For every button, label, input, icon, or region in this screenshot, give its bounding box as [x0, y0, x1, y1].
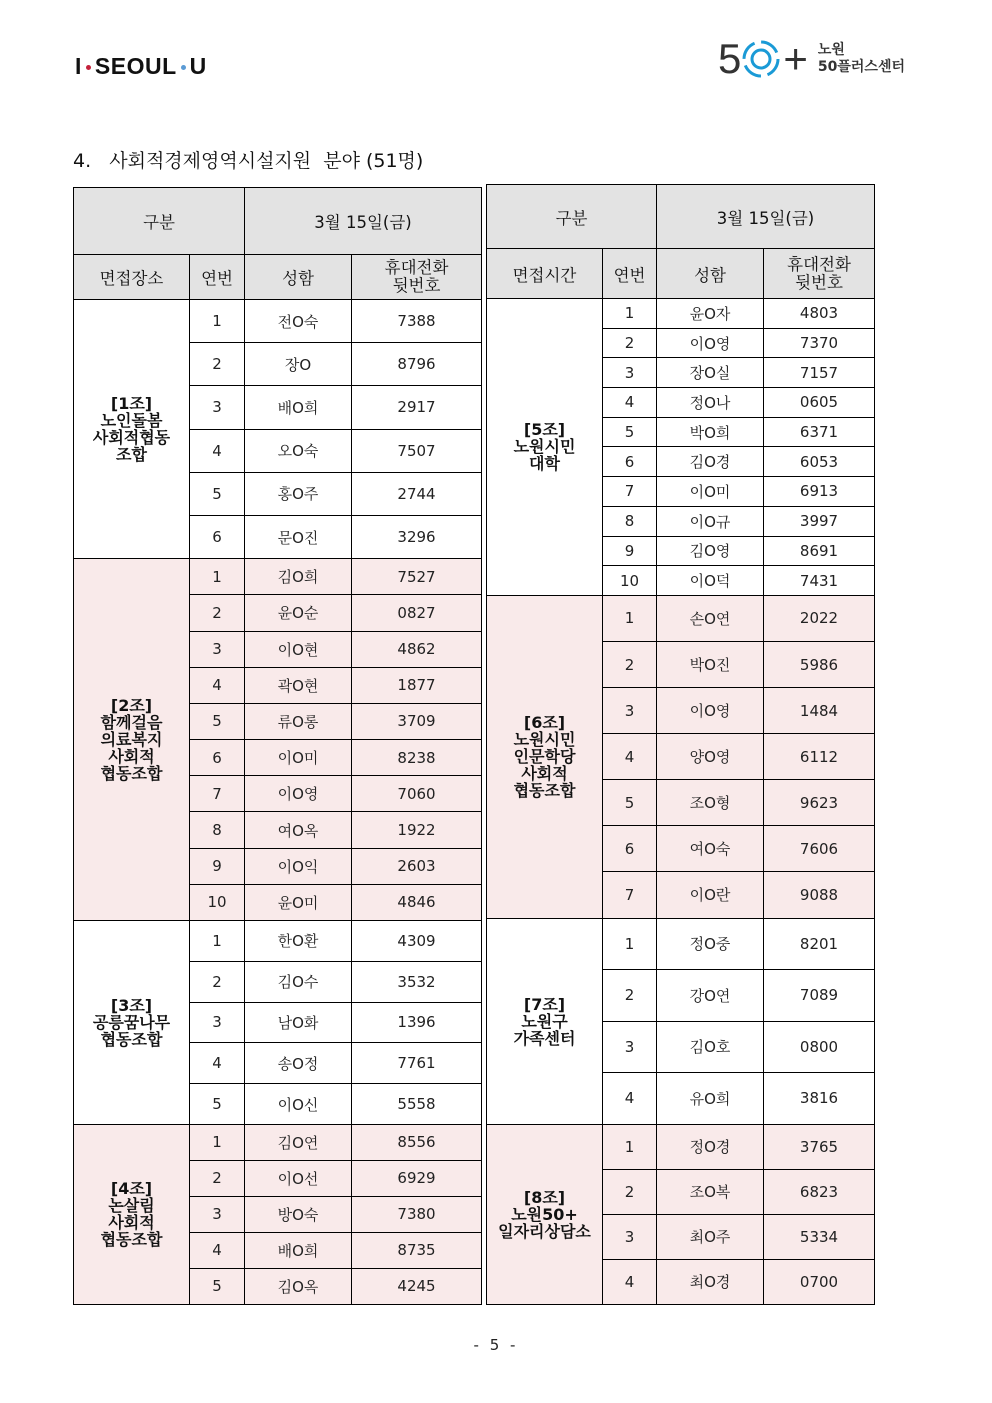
- header-category: 구분: [487, 185, 657, 249]
- name-cell: 한O환: [245, 921, 352, 962]
- serial-no-cell: 2: [603, 641, 657, 687]
- name-cell: 배O희: [245, 386, 352, 429]
- group-label-line: 논살림: [108, 1196, 155, 1216]
- phone-cell: 5986: [764, 641, 875, 687]
- name-cell: 여O숙: [657, 826, 764, 872]
- group-label: [487, 299, 603, 596]
- group-label-line: 협동조합: [513, 781, 576, 801]
- group-label-line: [8조]: [523, 1187, 566, 1207]
- header-phone-line2: 뒷번호: [795, 272, 843, 292]
- group-label-line: 노원50+: [511, 1204, 578, 1224]
- phone-cell: 3532: [352, 961, 482, 1002]
- serial-no-cell: 8: [603, 506, 657, 536]
- serial-no-cell: 2: [190, 961, 245, 1002]
- name-cell: 이O현: [245, 631, 352, 667]
- name-cell: 최O주: [657, 1214, 764, 1259]
- name-cell: 장O: [245, 343, 352, 386]
- phone-cell: 6371: [764, 417, 875, 447]
- serial-no-cell: 3: [603, 1214, 657, 1259]
- name-cell: 정O나: [657, 388, 764, 418]
- name-cell: 윤O자: [657, 299, 764, 329]
- name-cell: 곽O현: [245, 667, 352, 703]
- table-row: [487, 918, 875, 970]
- group-label-line: 사회적: [108, 1213, 155, 1233]
- name-cell: 이O신: [245, 1084, 352, 1125]
- group-label-line: 공릉꿈나무: [92, 1012, 171, 1032]
- phone-cell: 4862: [352, 631, 482, 667]
- serial-no-cell: 6: [603, 447, 657, 477]
- header-phone-line1: 휴대전화: [787, 254, 851, 274]
- phone-cell: 0700: [764, 1259, 875, 1304]
- name-cell: 이O란: [657, 872, 764, 918]
- serial-no-cell: 2: [603, 970, 657, 1022]
- name-cell: 정O경: [657, 1124, 764, 1169]
- header-serial-no: 연번: [603, 249, 657, 299]
- phone-cell: 7157: [764, 358, 875, 388]
- serial-no-cell: 1: [190, 1124, 245, 1160]
- phone-cell: 4846: [352, 884, 482, 920]
- name-cell: 정O중: [657, 918, 764, 970]
- serial-no-cell: 2: [190, 1160, 245, 1196]
- name-cell: 유O희: [657, 1073, 764, 1125]
- serial-no-cell: 4: [190, 1232, 245, 1268]
- phone-cell: 4309: [352, 921, 482, 962]
- table-row: [487, 299, 875, 329]
- table-row: [74, 559, 482, 595]
- phone-cell: 3765: [764, 1124, 875, 1169]
- serial-no-cell: 7: [190, 776, 245, 812]
- phone-cell: 2917: [352, 386, 482, 429]
- phone-cell: 1922: [352, 812, 482, 848]
- phone-cell: 0827: [352, 595, 482, 631]
- name-cell: 김O경: [657, 447, 764, 477]
- phone-cell: 7606: [764, 826, 875, 872]
- phone-cell: 9623: [764, 780, 875, 826]
- header-serial-no: 연번: [190, 255, 245, 300]
- name-cell: 박O희: [657, 417, 764, 447]
- group-label-line: 노인돌봄: [100, 411, 163, 431]
- logo-text-line1: 노원: [817, 42, 845, 58]
- phone-cell: 2022: [764, 595, 875, 641]
- serial-no-cell: 3: [603, 688, 657, 734]
- phone-cell: 8735: [352, 1232, 482, 1268]
- serial-no-cell: 5: [190, 472, 245, 515]
- serial-no-cell: 2: [190, 343, 245, 386]
- serial-no-cell: 5: [190, 1268, 245, 1304]
- serial-no-cell: 6: [190, 740, 245, 776]
- serial-no-cell: 1: [603, 918, 657, 970]
- group-label: [74, 1124, 190, 1304]
- name-cell: 윤O순: [245, 595, 352, 631]
- table-row: [74, 1124, 482, 1160]
- serial-no-cell: 1: [190, 300, 245, 343]
- serial-no-cell: 7: [603, 872, 657, 918]
- phone-cell: 6053: [764, 447, 875, 477]
- header-phone-line1: 휴대전화: [384, 258, 449, 277]
- name-cell: 김O호: [657, 1021, 764, 1073]
- group-label-line: 협동조합: [100, 1230, 163, 1250]
- serial-no-cell: 1: [190, 559, 245, 595]
- phone-cell: 5558: [352, 1084, 482, 1125]
- phone-cell: 4245: [352, 1268, 482, 1304]
- logo-part-seoul: SEOUL: [94, 52, 177, 79]
- nowon-50plus-logo: [718, 35, 905, 82]
- header-interview-time: 면접시간: [487, 249, 603, 299]
- name-cell: 조O형: [657, 780, 764, 826]
- i-seoul-u-logo: [75, 52, 207, 80]
- phone-cell: 9088: [764, 872, 875, 918]
- right-interview-table: [486, 184, 875, 1305]
- phone-cell: 5334: [764, 1214, 875, 1259]
- name-cell: 김O연: [245, 1124, 352, 1160]
- name-cell: 박O진: [657, 641, 764, 687]
- serial-no-cell: 4: [603, 1073, 657, 1125]
- group-label-line: 의료복지: [100, 730, 163, 750]
- serial-no-cell: 1: [603, 299, 657, 329]
- phone-cell: 3709: [352, 703, 482, 739]
- phone-cell: 7507: [352, 429, 482, 472]
- phone-cell: 2744: [352, 472, 482, 515]
- group-label-line: 노원시민: [513, 730, 576, 750]
- phone-cell: 7431: [764, 566, 875, 596]
- group-label: [74, 300, 190, 559]
- name-cell: 오O숙: [245, 429, 352, 472]
- serial-no-cell: 5: [190, 703, 245, 739]
- serial-no-cell: 8: [190, 812, 245, 848]
- serial-no-cell: 3: [190, 386, 245, 429]
- serial-no-cell: 6: [603, 826, 657, 872]
- phone-cell: 1396: [352, 1002, 482, 1043]
- group-label: [487, 595, 603, 918]
- phone-cell: 6823: [764, 1169, 875, 1214]
- serial-no-cell: 1: [190, 921, 245, 962]
- name-cell: 장O실: [657, 358, 764, 388]
- serial-no-cell: 1: [603, 1124, 657, 1169]
- serial-no-cell: 10: [190, 884, 245, 920]
- phone-cell: 8238: [352, 740, 482, 776]
- serial-no-cell: 2: [190, 595, 245, 631]
- name-cell: 윤O미: [245, 884, 352, 920]
- name-cell: 남O화: [245, 1002, 352, 1043]
- name-cell: 이O미: [245, 740, 352, 776]
- header-name: 성함: [245, 255, 352, 300]
- phone-cell: 2603: [352, 848, 482, 884]
- logo-text-line2: 50플러스센터: [817, 59, 905, 75]
- name-cell: 최O경: [657, 1259, 764, 1304]
- header-phone-line2: 뒷번호: [392, 276, 441, 295]
- header-date: 3월 15일(금): [245, 188, 482, 255]
- serial-no-cell: 4: [603, 388, 657, 418]
- serial-no-cell: 7: [603, 477, 657, 507]
- page-number: - 5 -: [473, 1336, 519, 1354]
- phone-cell: 8556: [352, 1124, 482, 1160]
- serial-no-cell: 3: [603, 1021, 657, 1073]
- group-label-line: [5조]: [523, 420, 566, 440]
- group-label-line: 협동조합: [100, 1029, 163, 1049]
- phone-cell: 1484: [764, 688, 875, 734]
- group-label-line: 노원구: [521, 1011, 568, 1031]
- serial-no-cell: 4: [603, 1259, 657, 1304]
- header-date: 3월 15일(금): [657, 185, 875, 249]
- name-cell: 이O영: [245, 776, 352, 812]
- table-row: [487, 1124, 875, 1169]
- serial-no-cell: 5: [190, 1084, 245, 1125]
- phone-cell: 0800: [764, 1021, 875, 1073]
- group-label-line: 가족센터: [513, 1028, 576, 1048]
- name-cell: 이O규: [657, 506, 764, 536]
- name-cell: 김O희: [245, 559, 352, 595]
- serial-no-cell: 4: [603, 734, 657, 780]
- serial-no-cell: 5: [603, 417, 657, 447]
- logo-text: [818, 42, 905, 76]
- name-cell: 이O덕: [657, 566, 764, 596]
- serial-no-cell: 6: [190, 515, 245, 558]
- target-ring-icon: [741, 39, 781, 79]
- logo-number: 5: [718, 35, 742, 82]
- phone-cell: 6112: [764, 734, 875, 780]
- group-label-line: 협동조합: [100, 764, 163, 784]
- name-cell: 이O미: [657, 477, 764, 507]
- phone-cell: 7089: [764, 970, 875, 1022]
- group-label: [487, 918, 603, 1124]
- group-label-line: [7조]: [523, 994, 566, 1014]
- name-cell: 배O희: [245, 1232, 352, 1268]
- table-row: [74, 300, 482, 343]
- header-interview-place: 면접장소: [74, 255, 190, 300]
- phone-cell: 7380: [352, 1196, 482, 1232]
- serial-no-cell: 3: [190, 1196, 245, 1232]
- serial-no-cell: 3: [190, 1002, 245, 1043]
- name-cell: 전O숙: [245, 300, 352, 343]
- name-cell: 양O영: [657, 734, 764, 780]
- group-label-line: 사회적협동: [92, 428, 171, 448]
- phone-cell: 0605: [764, 388, 875, 418]
- left-interview-table: [73, 187, 482, 1305]
- serial-no-cell: 4: [190, 1043, 245, 1084]
- name-cell: 강O연: [657, 970, 764, 1022]
- logo-plus: +: [783, 35, 808, 82]
- serial-no-cell: 9: [190, 848, 245, 884]
- group-label: [74, 559, 190, 921]
- logo-dot-red: [86, 65, 91, 70]
- group-label-line: [2조]: [110, 696, 153, 716]
- header-category: 구분: [74, 188, 245, 255]
- name-cell: 송O정: [245, 1043, 352, 1084]
- phone-cell: 7060: [352, 776, 482, 812]
- logo-dot-blue: [181, 65, 186, 70]
- phone-cell: 7761: [352, 1043, 482, 1084]
- serial-no-cell: 3: [603, 358, 657, 388]
- name-cell: 이O영: [657, 688, 764, 734]
- serial-no-cell: 3: [190, 631, 245, 667]
- group-label: [74, 921, 190, 1125]
- serial-no-cell: 1: [603, 595, 657, 641]
- phone-cell: 6929: [352, 1160, 482, 1196]
- group-label-line: 조합: [116, 445, 147, 465]
- phone-cell: 3296: [352, 515, 482, 558]
- serial-no-cell: 2: [603, 1169, 657, 1214]
- table-row: [74, 921, 482, 962]
- name-cell: 류O롱: [245, 703, 352, 739]
- group-label-line: [3조]: [110, 995, 153, 1015]
- name-cell: 이O선: [245, 1160, 352, 1196]
- logo-part-i: I: [75, 52, 82, 79]
- group-label-line: 함께걸음: [100, 713, 163, 733]
- group-label: [487, 1124, 603, 1304]
- name-cell: 여O옥: [245, 812, 352, 848]
- name-cell: 문O진: [245, 515, 352, 558]
- serial-no-cell: 4: [190, 667, 245, 703]
- phone-cell: 8796: [352, 343, 482, 386]
- section-title: 4. 사회적경제영역시설지원 분야 (51명): [73, 150, 424, 172]
- phone-cell: 8201: [764, 918, 875, 970]
- phone-cell: 7527: [352, 559, 482, 595]
- phone-cell: 8691: [764, 536, 875, 566]
- serial-no-cell: 10: [603, 566, 657, 596]
- header-phone-last-digits: [352, 255, 482, 300]
- name-cell: 홍O주: [245, 472, 352, 515]
- group-label-line: 사회적: [521, 764, 568, 784]
- serial-no-cell: 4: [190, 429, 245, 472]
- phone-cell: 4803: [764, 299, 875, 329]
- phone-cell: 3816: [764, 1073, 875, 1125]
- phone-cell: 7370: [764, 328, 875, 358]
- name-cell: 이O익: [245, 848, 352, 884]
- group-label-line: [4조]: [110, 1179, 153, 1199]
- group-label-line: [6조]: [523, 713, 566, 733]
- serial-no-cell: 2: [603, 328, 657, 358]
- group-label-line: 인문학당: [513, 747, 576, 767]
- logo-part-u: U: [189, 52, 207, 79]
- group-label-line: 일자리상담소: [498, 1221, 591, 1241]
- header-name: 성함: [657, 249, 764, 299]
- serial-no-cell: 9: [603, 536, 657, 566]
- name-cell: 김O옥: [245, 1268, 352, 1304]
- phone-cell: 6913: [764, 477, 875, 507]
- group-label-line: [1조]: [110, 394, 153, 414]
- name-cell: 조O복: [657, 1169, 764, 1214]
- group-label-line: 사회적: [108, 747, 155, 767]
- phone-cell: 3997: [764, 506, 875, 536]
- table-row: [487, 595, 875, 641]
- phone-cell: 7388: [352, 300, 482, 343]
- name-cell: 이O영: [657, 328, 764, 358]
- group-label-line: 노원시민: [513, 437, 576, 457]
- serial-no-cell: 5: [603, 780, 657, 826]
- name-cell: 김O영: [657, 536, 764, 566]
- name-cell: 손O연: [657, 595, 764, 641]
- name-cell: 방O숙: [245, 1196, 352, 1232]
- header-phone-last-digits: [764, 249, 875, 299]
- phone-cell: 1877: [352, 667, 482, 703]
- name-cell: 김O수: [245, 961, 352, 1002]
- group-label-line: 대학: [529, 454, 560, 474]
